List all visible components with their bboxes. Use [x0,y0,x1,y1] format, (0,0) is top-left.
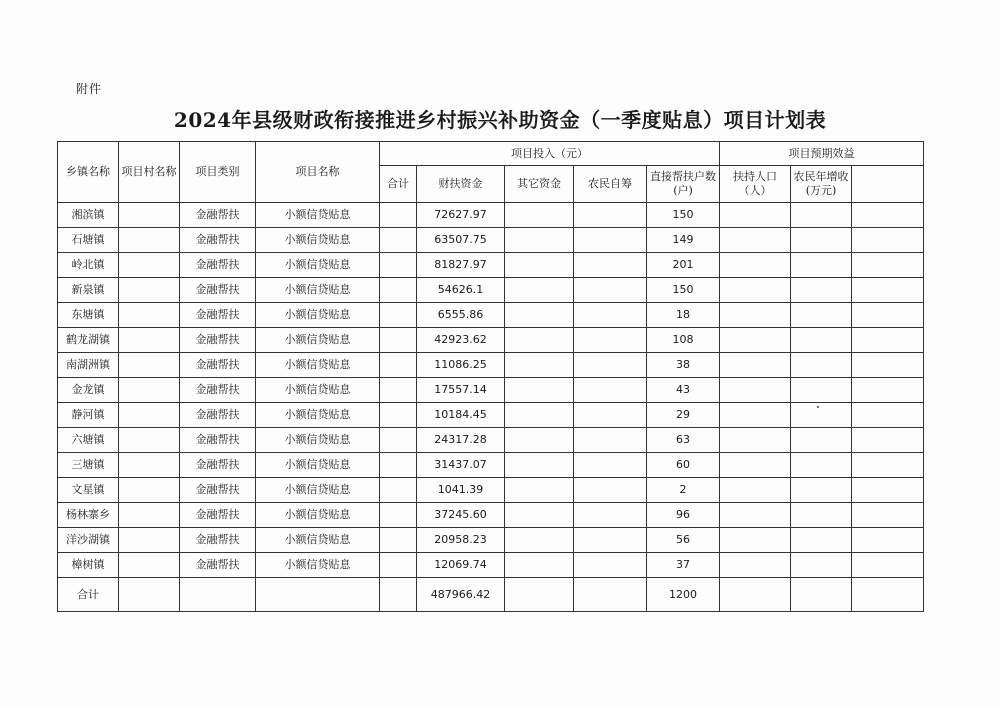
cell-remarks [852,203,924,228]
cell-category: 金融帮扶 [180,403,256,428]
cell-remarks [852,378,924,403]
total-households: 1200 [647,578,720,612]
cell-supported-people [720,203,791,228]
cell-farmer-self [574,528,647,553]
cell-direct-households: 96 [647,503,720,528]
header-income-increase: 农民年增收(万元) [791,166,852,203]
cell-supported-people [720,428,791,453]
cell-supported-people [720,303,791,328]
cell-project-name: 小额信贷贴息 [256,378,380,403]
cell-direct-households: 2 [647,478,720,503]
cell-fiscal-fund: 42923.62 [417,328,505,353]
cell-farmer-self [574,303,647,328]
cell-supported-people [720,278,791,303]
cell-project-name: 小额信贷贴息 [256,428,380,453]
table-row [58,453,924,478]
cell-fiscal-fund: 81827.97 [417,253,505,278]
cell-other-fund [505,228,574,253]
cell-farmer-self [574,403,647,428]
table-row [58,553,924,578]
cell-township: 文星镇 [58,478,119,503]
total-label: 合计 [58,578,119,612]
cell-other-fund [505,378,574,403]
header-row-1 [58,142,924,166]
cell-fiscal-fund: 1041.39 [417,478,505,503]
cell-township: 岭北镇 [58,253,119,278]
cell-income-increase [791,428,852,453]
cell-village [119,328,180,353]
cell-remarks [852,428,924,453]
cell-township: 六塘镇 [58,428,119,453]
cell-income-increase [791,503,852,528]
cell-farmer-self [574,278,647,303]
cell-farmer-self [574,453,647,478]
cell-village [119,303,180,328]
cell-income-increase [791,553,852,578]
cell-other-fund [505,253,574,278]
cell-supported-people [720,453,791,478]
cell-remarks [852,478,924,503]
cell-township: 新泉镇 [58,278,119,303]
cell-total [380,503,417,528]
total-village [119,578,180,612]
cell-category: 金融帮扶 [180,278,256,303]
header-village: 项目村名称 [119,142,180,203]
cell-direct-households: 38 [647,353,720,378]
cell-fiscal-fund: 63507.75 [417,228,505,253]
cell-other-fund [505,503,574,528]
cell-total [380,553,417,578]
cell-total [380,353,417,378]
total-income [791,578,852,612]
cell-total [380,528,417,553]
cell-project-name: 小额信贷贴息 [256,253,380,278]
cell-direct-households: 149 [647,228,720,253]
cell-farmer-self [574,203,647,228]
header-township: 乡镇名称 [58,142,119,203]
cell-direct-households: 18 [647,303,720,328]
cell-project-name: 小额信贷贴息 [256,453,380,478]
cell-supported-people [720,378,791,403]
cell-category: 金融帮扶 [180,553,256,578]
cell-direct-households: 29 [647,403,720,428]
cell-remarks [852,328,924,353]
cell-village [119,403,180,428]
cell-supported-people [720,353,791,378]
cell-direct-households: 150 [647,203,720,228]
cell-remarks [852,403,924,428]
table-row [58,353,924,378]
cell-village [119,553,180,578]
total-farmer [574,578,647,612]
table-row [58,403,924,428]
cell-fiscal-fund: 54626.1 [417,278,505,303]
cell-township: 南湖洲镇 [58,353,119,378]
header-other-fund: 其它资金 [505,166,574,203]
cell-farmer-self [574,378,647,403]
cell-total [380,403,417,428]
cell-remarks [852,353,924,378]
total-people [720,578,791,612]
cell-project-name: 小额信贷贴息 [256,403,380,428]
cell-income-increase [791,453,852,478]
cell-category: 金融帮扶 [180,228,256,253]
cell-fiscal-fund: 6555.86 [417,303,505,328]
cell-village [119,528,180,553]
cell-direct-households: 60 [647,453,720,478]
table-row [58,478,924,503]
cell-total [380,253,417,278]
cell-village [119,478,180,503]
cell-income-increase [791,203,852,228]
cell-direct-households: 63 [647,428,720,453]
cell-supported-people [720,253,791,278]
cell-income-increase [791,353,852,378]
cell-other-fund [505,528,574,553]
cell-project-name: 小额信贷贴息 [256,528,380,553]
cell-other-fund [505,478,574,503]
cell-remarks [852,503,924,528]
header-direct-households: 直接帮扶户数(户) [647,166,720,203]
cell-project-name: 小额信贷贴息 [256,478,380,503]
table-row [58,303,924,328]
cell-fiscal-fund: 10184.45 [417,403,505,428]
cell-category: 金融帮扶 [180,528,256,553]
cell-total [380,478,417,503]
total-other [505,578,574,612]
attachment-label: 附件 [76,82,103,96]
cell-fiscal-fund: 12069.74 [417,553,505,578]
cell-supported-people [720,328,791,353]
cell-farmer-self [574,253,647,278]
cell-fiscal-fund: 17557.14 [417,378,505,403]
cell-category: 金融帮扶 [180,203,256,228]
cell-total [380,203,417,228]
cell-income-increase [791,228,852,253]
document-title: 2024年县级财政衔接推进乡村振兴补助资金（一季度贴息）项目计划表 [173,108,827,132]
cell-project-name: 小额信贷贴息 [256,328,380,353]
table-row [58,528,924,553]
cell-supported-people [720,503,791,528]
cell-township: 石塘镇 [58,228,119,253]
cell-remarks [852,453,924,478]
cell-village [119,503,180,528]
cell-income-increase [791,328,852,353]
cell-income-increase [791,528,852,553]
cell-income-increase [791,278,852,303]
cell-project-name: 小额信贷贴息 [256,303,380,328]
cell-remarks [852,228,924,253]
cell-village [119,228,180,253]
cell-income-increase [791,303,852,328]
cell-other-fund [505,428,574,453]
cell-village [119,278,180,303]
header-category: 项目类别 [180,142,256,203]
cell-fiscal-fund: 31437.07 [417,453,505,478]
table-row [58,503,924,528]
cell-farmer-self [574,428,647,453]
cell-other-fund [505,553,574,578]
cell-supported-people [720,528,791,553]
cell-direct-households: 56 [647,528,720,553]
cell-other-fund [505,328,574,353]
cell-village [119,378,180,403]
cell-category: 金融帮扶 [180,328,256,353]
cell-project-name: 小额信贷贴息 [256,353,380,378]
cell-supported-people [720,553,791,578]
cell-remarks [852,553,924,578]
cell-remarks [852,253,924,278]
cell-project-name: 小额信贷贴息 [256,203,380,228]
cell-total [380,328,417,353]
total-fiscal: 487966.42 [417,578,505,612]
cell-income-increase [791,253,852,278]
cell-direct-households: 108 [647,328,720,353]
cell-direct-households: 37 [647,553,720,578]
cell-farmer-self [574,553,647,578]
cell-direct-households: 150 [647,278,720,303]
cell-supported-people [720,478,791,503]
cell-direct-households: 201 [647,253,720,278]
cell-remarks [852,278,924,303]
table-row [58,228,924,253]
cell-fiscal-fund: 72627.97 [417,203,505,228]
table-row [58,428,924,453]
cell-village [119,453,180,478]
cell-farmer-self [574,503,647,528]
header-investment-group: 项目投入（元） [380,142,720,166]
cell-category: 金融帮扶 [180,353,256,378]
cell-farmer-self [574,478,647,503]
total-project [256,578,380,612]
cell-category: 金融帮扶 [180,378,256,403]
table-row [58,203,924,228]
cell-direct-households: 43 [647,378,720,403]
cell-remarks [852,528,924,553]
cell-remarks [852,303,924,328]
header-total: 合计 [380,166,417,203]
cell-project-name: 小额信贷贴息 [256,503,380,528]
total-total [380,578,417,612]
cell-category: 金融帮扶 [180,503,256,528]
cell-township: 樟树镇 [58,553,119,578]
project-plan-table [57,141,924,612]
cell-township: 洋沙湖镇 [58,528,119,553]
total-category [180,578,256,612]
cell-project-name: 小额信贷贴息 [256,228,380,253]
header-project-name: 项目名称 [256,142,380,203]
cell-category: 金融帮扶 [180,478,256,503]
cell-township: 湘滨镇 [58,203,119,228]
header-benefit-group: 项目预期效益 [720,142,924,166]
cell-income-increase [791,378,852,403]
cell-project-name: 小额信贷贴息 [256,278,380,303]
cell-other-fund [505,278,574,303]
table-row [58,253,924,278]
table-row [58,328,924,353]
cell-total [380,453,417,478]
cell-category: 金融帮扶 [180,428,256,453]
cell-project-name: 小额信贷贴息 [256,553,380,578]
cell-income-increase [791,478,852,503]
cell-other-fund [505,453,574,478]
cell-total [380,303,417,328]
cell-village [119,353,180,378]
cell-total [380,278,417,303]
cell-farmer-self [574,228,647,253]
cell-category: 金融帮扶 [180,303,256,328]
table-row [58,278,924,303]
total-row [58,578,924,612]
cell-village [119,203,180,228]
cell-fiscal-fund: 20958.23 [417,528,505,553]
cell-fiscal-fund: 24317.28 [417,428,505,453]
cell-village [119,253,180,278]
cell-township: 杨林寨乡 [58,503,119,528]
cell-other-fund [505,203,574,228]
cell-fiscal-fund: 37245.60 [417,503,505,528]
cell-total [380,378,417,403]
cell-other-fund [505,303,574,328]
cell-township: 静河镇 [58,403,119,428]
cell-total [380,228,417,253]
header-farmer-self: 农民自筹 [574,166,647,203]
cell-other-fund [505,353,574,378]
cell-village [119,428,180,453]
cell-township: 金龙镇 [58,378,119,403]
table-body [58,203,924,612]
cell-supported-people [720,228,791,253]
cell-income-increase [791,403,852,428]
cell-farmer-self [574,353,647,378]
table-row [58,378,924,403]
cell-farmer-self [574,328,647,353]
total-remarks [852,578,924,612]
cell-category: 金融帮扶 [180,453,256,478]
scan-speck [817,406,819,408]
header-fiscal-fund: 财扶资金 [417,166,505,203]
cell-fiscal-fund: 11086.25 [417,353,505,378]
cell-township: 东塘镇 [58,303,119,328]
cell-category: 金融帮扶 [180,253,256,278]
cell-township: 三塘镇 [58,453,119,478]
cell-township: 鹤龙湖镇 [58,328,119,353]
cell-total [380,428,417,453]
cell-supported-people [720,403,791,428]
header-supported-people: 扶持人口（人） [720,166,791,203]
cell-other-fund [505,403,574,428]
